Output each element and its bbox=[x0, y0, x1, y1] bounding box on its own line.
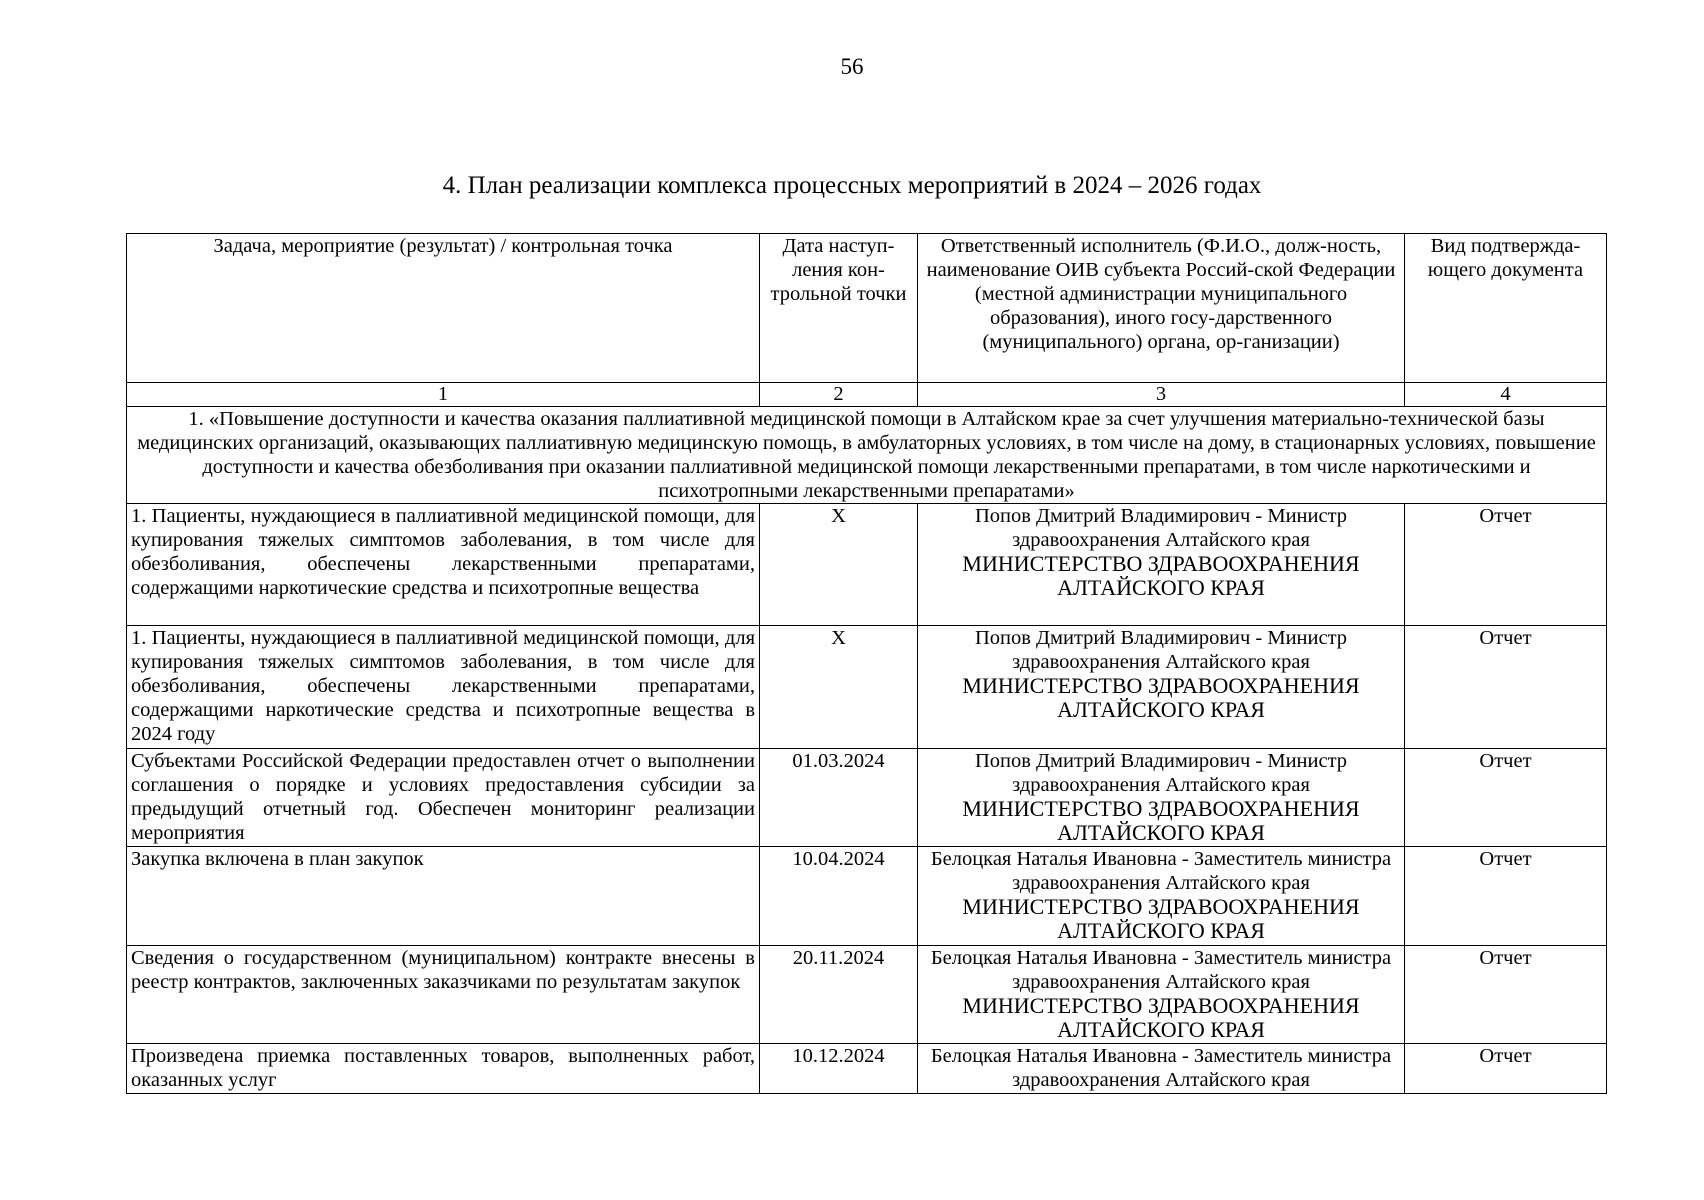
table-row bbox=[127, 946, 1607, 1044]
section-row bbox=[127, 407, 1607, 504]
executor-cell bbox=[918, 749, 1405, 847]
executor-cell bbox=[918, 946, 1405, 1044]
document-cell: Отчет bbox=[1405, 847, 1607, 946]
column-number: 4 bbox=[1405, 383, 1607, 407]
column-number: 1 bbox=[127, 383, 760, 407]
column-number-row bbox=[127, 383, 1607, 407]
document-cell: Отчет bbox=[1405, 626, 1607, 749]
executor-person: Попов Дмитрий Владимирович - Министр здравоохранения Алтайского края bbox=[974, 505, 1348, 551]
section-title: 1. «Повышение доступности и качества оказания паллиативной медицинской помощи в Алтайском крае за счет улучшения материально-технической базы медицинских организаций, оказывающих паллиативную медицинскую помощь, в амбулаторных условиях, в том числе на дому, в стационарных условиях, повышение доступности и качества обезболивания при оказании паллиативной медицинской помощи лекарственными препаратами, в том числе наркотическими и психотропными лекарственными препаратами» bbox=[127, 407, 1607, 504]
executor-cell bbox=[918, 1044, 1405, 1094]
executor-org: МИНИСТЕРСТВО ЗДРАВООХРАНЕНИЯ АЛТАЙСКОГО КРАЯ bbox=[962, 551, 1360, 600]
task-cell: Сведения о государственном (муниципальном) контракте внесены в реестр контрактов, заключенных заказчиками по результатам закупок bbox=[127, 946, 760, 1044]
executor-person: Попов Дмитрий Владимирович - Министр здравоохранения Алтайского края bbox=[974, 750, 1348, 796]
document-cell: Отчет bbox=[1405, 1044, 1607, 1094]
document-cell: Отчет bbox=[1405, 749, 1607, 847]
document-cell: Отчет bbox=[1405, 504, 1607, 626]
executor-person: Белоцкая Наталья Ивановна - Заместитель министра здравоохранения Алтайского края bbox=[930, 848, 1392, 894]
page-title: 4. План реализации комплекса процессных мероприятий в 2024 – 2026 годах bbox=[442, 172, 1262, 199]
column-number: 3 bbox=[918, 383, 1405, 407]
task-cell: 1. Пациенты, нуждающиеся в паллиативной медицинской помощи, для купирования тяжелых симптомов заболевания, в том числе для обезболивания, обеспечены лекарственными препаратами, содержащими наркотические средства и психотропные вещества в 2024 году bbox=[127, 626, 760, 749]
task-cell: Произведена приемка поставленных товаров, выполненных работ, оказанных услуг bbox=[127, 1044, 760, 1094]
page-number: 56 bbox=[840, 54, 864, 79]
task-cell: 1. Пациенты, нуждающиеся в паллиативной медицинской помощи, для купирования тяжелых симптомов заболевания, в том числе для обезболивания, обеспечены лекарственными препаратами, содержащими наркотические средства и психотропные вещества bbox=[127, 504, 760, 626]
executor-cell bbox=[918, 847, 1405, 946]
header-document: Вид подтвержда-ющего документа bbox=[1405, 234, 1607, 383]
executor-cell bbox=[918, 504, 1405, 626]
plan-table bbox=[126, 233, 1607, 1094]
executor-cell bbox=[918, 626, 1405, 749]
table-row bbox=[127, 1044, 1607, 1094]
header-row bbox=[127, 234, 1607, 383]
header-date: Дата наступ-ления кон-трольной точки bbox=[760, 234, 918, 383]
date-cell: 10.12.2024 bbox=[760, 1044, 918, 1094]
executor-person: Белоцкая Наталья Ивановна - Заместитель министра здравоохранения Алтайского края bbox=[930, 947, 1392, 993]
table-row bbox=[127, 847, 1607, 946]
task-cell: Субъектами Российской Федерации предоставлен отчет о выполнении соглашения о порядке и условиях предоставления субсидии за предыдущий отчетный год. Обеспечен мониторинг реализации мероприятия bbox=[127, 749, 760, 847]
table-row bbox=[127, 749, 1607, 847]
table-row bbox=[127, 504, 1607, 626]
table-row bbox=[127, 626, 1607, 749]
executor-person: Попов Дмитрий Владимирович - Министр здравоохранения Алтайского края bbox=[974, 627, 1348, 673]
document-cell: Отчет bbox=[1405, 946, 1607, 1044]
task-cell: Закупка включена в план закупок bbox=[127, 847, 760, 946]
executor-org: МИНИСТЕРСТВО ЗДРАВООХРАНЕНИЯ АЛТАЙСКОГО КРАЯ bbox=[962, 796, 1360, 845]
date-cell: X bbox=[760, 504, 918, 626]
date-cell: 20.11.2024 bbox=[760, 946, 918, 1044]
executor-person: Белоцкая Наталья Ивановна - Заместитель министра здравоохранения Алтайского края bbox=[930, 1045, 1392, 1091]
header-task: Задача, мероприятие (результат) / контрольная точка bbox=[127, 234, 760, 383]
date-cell: 10.04.2024 bbox=[760, 847, 918, 946]
executor-org: МИНИСТЕРСТВО ЗДРАВООХРАНЕНИЯ АЛТАЙСКОГО КРАЯ bbox=[962, 673, 1360, 722]
column-number: 2 bbox=[760, 383, 918, 407]
date-cell: X bbox=[760, 626, 918, 749]
executor-org: МИНИСТЕРСТВО ЗДРАВООХРАНЕНИЯ АЛТАЙСКОГО КРАЯ bbox=[962, 894, 1360, 943]
executor-org: МИНИСТЕРСТВО ЗДРАВООХРАНЕНИЯ АЛТАЙСКОГО КРАЯ bbox=[962, 993, 1360, 1042]
header-executor: Ответственный исполнитель (Ф.И.О., долж-ность, наименование ОИВ субъекта Россий-ской Федерации (местной администрации муниципального образования), иного госу-дарственного (муниципального) органа, ор-ганизации) bbox=[918, 234, 1405, 383]
date-cell: 01.03.2024 bbox=[760, 749, 918, 847]
